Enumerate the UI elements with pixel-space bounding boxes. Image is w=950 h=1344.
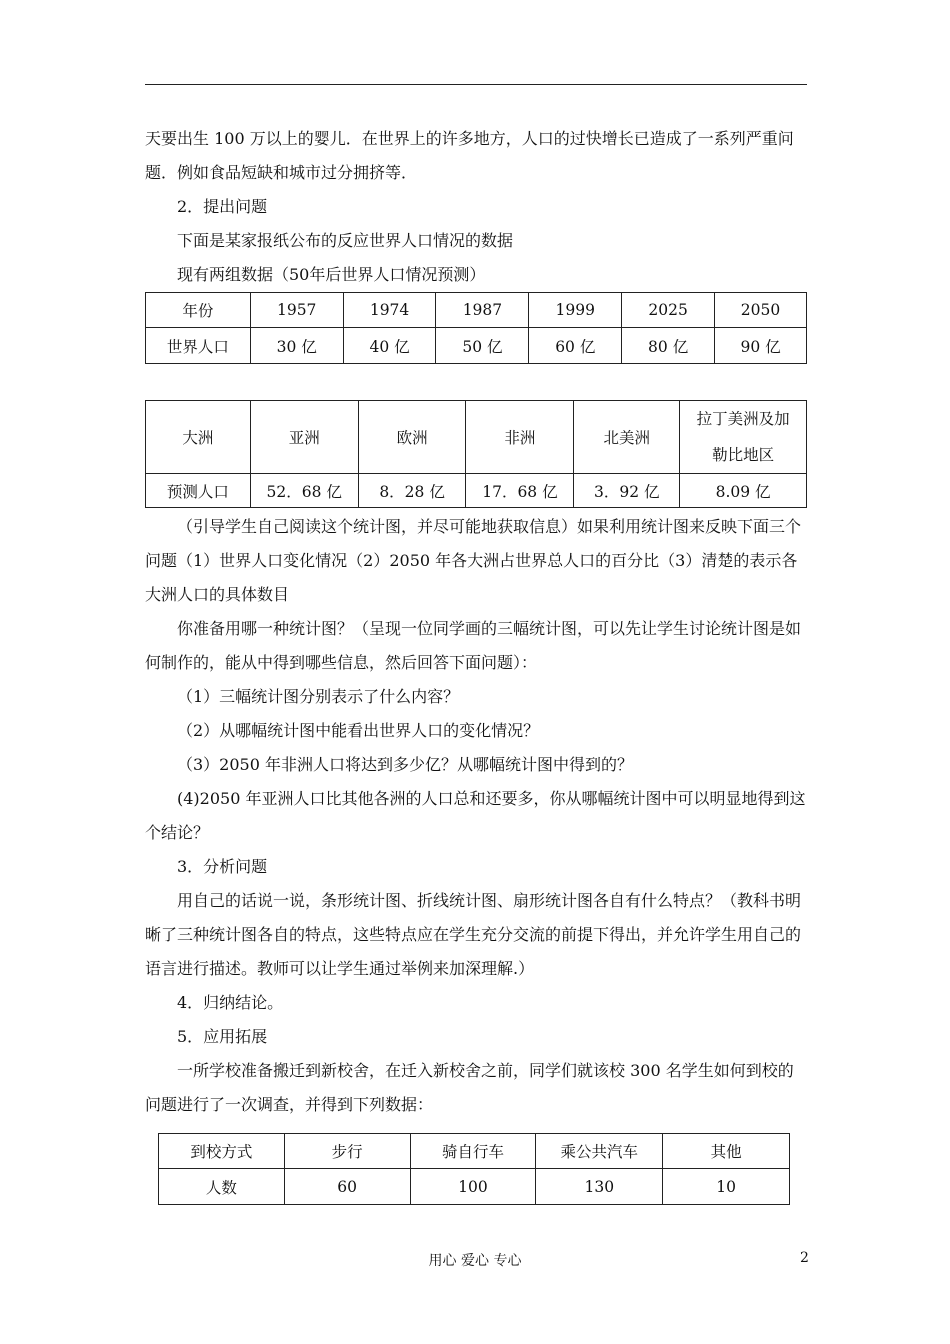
table-cell: 1999 [529,293,622,328]
table-cell: 8.09 亿 [680,474,807,508]
table-cell: 1957 [250,293,343,328]
paragraph: （引导学生自己阅读这个统计图，并尽可能地获取信息）如果利用统计图来反映下面三个问题（1）世界人口变化情况（2）2050 年各大洲占世界总人口的百分比（3）清楚的表示各大洲人口的具体数目 [145,517,802,604]
table-cell: 其他 [663,1134,790,1169]
table-cell: 亚洲 [250,401,358,474]
page-number: 2 [800,1250,809,1266]
table-cell: 100 [410,1169,536,1205]
table-cell: 1987 [436,293,529,328]
table-cell: 1974 [343,293,436,328]
table-cell: 非洲 [466,401,574,474]
table-cell: 17．68 亿 [466,474,574,508]
table-cell: 2025 [622,293,715,328]
table-cell: 到校方式 [159,1134,285,1169]
continent-table [145,400,807,508]
table-cell: 40 亿 [343,328,436,364]
table-cell: 52．68 亿 [250,474,358,508]
paragraph: 现有两组数据（50年后世界人口情况预测） [177,265,486,284]
paragraph: 用自己的话说一说，条形统计图、折线统计图、扇形统计图各自有什么特点？（教科书明晰了三种统计图各自的特点，这些特点应在学生充分交流的前提下得出，并允许学生用自己的语言进行描述。教师可以让学生通过举例来加深理解.） [145,891,802,978]
header-rule [145,84,807,85]
table-cell: 预测人口 [146,474,251,508]
question-3: （3）2050 年非洲人口将达到多少亿？从哪幅统计图中得到的？ [177,755,633,774]
table-cell: 北美洲 [574,401,680,474]
table-cell: 大洲 [146,401,251,474]
paragraph: 一所学校准备搬迁到新校舍，在迁入新校舍之前，同学们就该校 300 名学生如何到校的问题进行了一次调查，并得到下列数据： [145,1061,794,1114]
table-cell: 年份 [146,293,251,328]
table-cell: 世界人口 [146,328,251,364]
question-4: (4)2050 年亚洲人口比其他各洲的人口总和还要多，你从哪幅统计图中可以明显地得到这个结论？ [145,789,806,842]
table-cell: 人数 [159,1169,285,1205]
table-cell: 30 亿 [250,328,343,364]
table-cell: 130 [536,1169,663,1205]
paragraph: 下面是某家报纸公布的反应世界人口情况的数据 [177,231,514,250]
table-cell: 50 亿 [436,328,529,364]
commute-table [158,1133,790,1205]
table-cell: 乘公共汽车 [536,1134,663,1169]
table-cell: 2050 [715,293,807,328]
section-heading: 5．应用拓展 [177,1027,268,1046]
table-cell: 拉丁美洲及加勒比地区 [680,401,807,474]
paragraph: 你准备用哪一种统计图？（呈现一位同学画的三幅统计图，可以先让学生讨论统计图是如何制作的，能从中得到哪些信息，然后回答下面问题）： [145,619,802,672]
section-heading: 2．提出问题 [177,197,268,216]
table-cell: 10 [663,1169,790,1205]
question-1: （1）三幅统计图分别表示了什么内容？ [177,687,460,706]
section-heading: 3．分析问题 [177,857,268,876]
paragraph: 天要出生 100 万以上的婴儿．在世界上的许多地方，人口的过快增长已造成了一系列严重问题．例如食品短缺和城市过分拥挤等． [145,129,794,182]
table-cell: 8．28 亿 [358,474,466,508]
table-cell: 步行 [284,1134,410,1169]
table-cell: 90 亿 [715,328,807,364]
footer-text: 用心 爱心 专心 [428,1253,522,1269]
section-heading: 4．归纳结论。 [177,993,284,1012]
table-cell: 80 亿 [622,328,715,364]
table-cell: 欧洲 [358,401,466,474]
population-table [145,292,807,364]
table-cell: 60 亿 [529,328,622,364]
table-cell: 60 [284,1169,410,1205]
table-cell: 3．92 亿 [574,474,680,508]
question-2: （2）从哪幅统计图中能看出世界人口的变化情况？ [177,721,540,740]
table-cell: 骑自行车 [410,1134,536,1169]
